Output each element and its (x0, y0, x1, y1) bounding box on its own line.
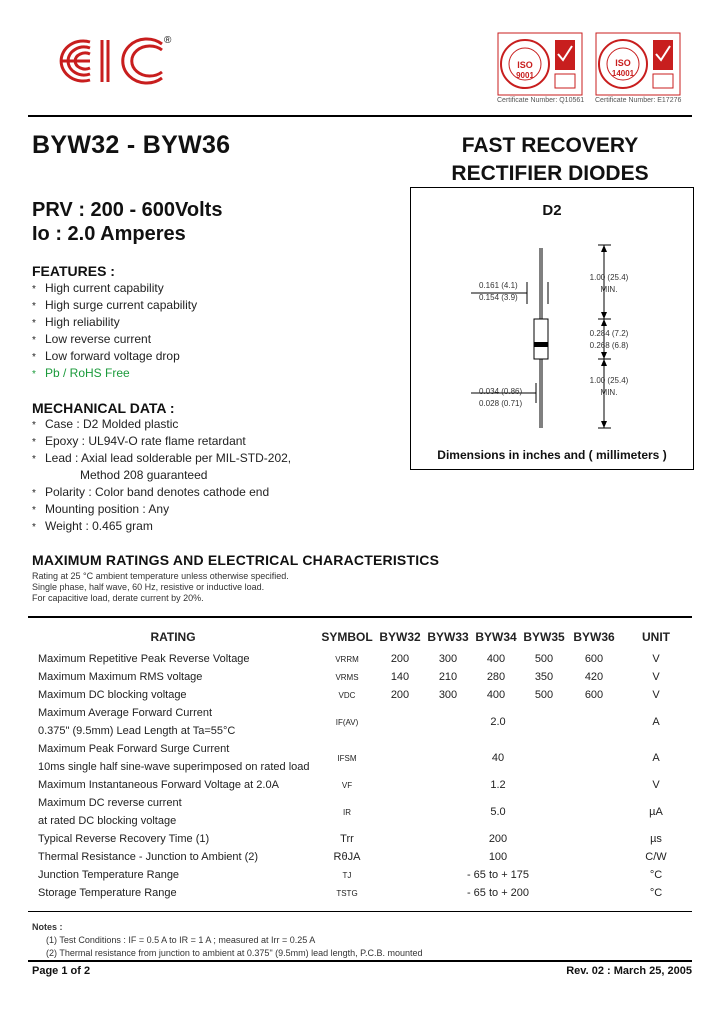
prv-line: PRV : 200 - 600Volts (32, 199, 223, 221)
dim-lead-len-top-min: MIN. (600, 285, 618, 294)
features-list (32, 280, 197, 382)
cert1-number: Certificate Number: Q10561 (497, 97, 585, 104)
note-1: (1) Test Conditions : IF = 0.5 A to IR = 1 A ; measured at Irr = 0.25 A (46, 935, 316, 945)
dim-body-dia-max: 0.161 (4.1) (479, 281, 518, 290)
product-title (430, 132, 670, 188)
col-unit: UNIT (642, 630, 670, 644)
notes-heading: Notes : (32, 922, 63, 932)
mechanical-list (32, 416, 291, 535)
list-item: * Low reverse current (32, 332, 152, 346)
col-rating: RATING (150, 630, 196, 644)
footnotes (32, 921, 423, 960)
list-item: * Lead : Axial lead solderable per MIL-STD-202, (32, 451, 292, 465)
list-item: * Epoxy : UL94V-O rate flame retardant (32, 434, 246, 448)
table-row: Typical Reverse Recovery Time (1) Trr 200 µs (38, 833, 662, 845)
dim-lead-dia-min: 0.028 (0.71) (479, 399, 523, 408)
footer-rule (28, 960, 692, 962)
table-row: Storage Temperature Range TSTG - 65 to + 200 °C (38, 887, 663, 899)
svg-text:9001: 9001 (516, 71, 534, 80)
dim-lead-dia-max: 0.034 (0.86) (479, 387, 523, 396)
registered-mark: ® (164, 35, 172, 46)
list-item: * High reliability (32, 315, 120, 329)
col-byw36: BYW36 (573, 630, 615, 644)
list-item: * Low forward voltage drop (32, 349, 180, 363)
table-row: Maximum DC blocking voltage VDC 200 300 400 500 600 V (38, 689, 660, 701)
revision-date: Rev. 02 : March 25, 2005 (566, 965, 692, 977)
dim-lead-len-bot: 1.00 (25.4) (589, 376, 629, 385)
part-range-title: BYW32 - BYW36 (32, 131, 231, 159)
ratings-conditions: Rating at 25 °C ambient temperature unless otherwise specified. Single phase, half wave, 60 Hz, resistive or inductive load. For capacitive load, derate current by 20%. (32, 571, 289, 603)
table-header-row (28, 624, 692, 650)
ratings-table (28, 624, 692, 902)
col-byw32: BYW32 (379, 630, 421, 644)
list-item: * Mounting position : Any (32, 502, 170, 516)
dimension-caption: Dimensions in inches and ( millimeters ) (437, 448, 667, 462)
eic-logo (50, 32, 180, 90)
list-item: * Weight : 0.465 gram (32, 519, 153, 533)
col-symbol: SYMBOL (321, 630, 373, 644)
list-item: * Polarity : Color band denotes cathode end (32, 485, 270, 499)
dim-body-len-min: 0.268 (6.8) (589, 341, 629, 350)
ratings-summary (32, 198, 222, 246)
diode-outline-drawing (411, 188, 693, 469)
dim-lead-len-bot-min: MIN. (600, 388, 618, 397)
table-row: Maximum Average Forward Current 0.375" (9.5mm) Lead Length at Ta=55°C IF(AV) 2.0 A (38, 707, 660, 737)
svg-text:14001: 14001 (611, 69, 635, 78)
features-heading: FEATURES : (32, 263, 115, 279)
table-bottom-rule (28, 911, 692, 912)
list-item: Method 208 guaranteed (80, 468, 208, 482)
cert2-number: Certificate Number: E17276 (595, 97, 682, 104)
product-title-line2: RECTIFIER DIODES (451, 162, 649, 185)
svg-text:ISO: ISO (615, 58, 631, 68)
svg-text:ISO: ISO (517, 60, 533, 70)
mechanical-heading: MECHANICAL DATA : (32, 400, 175, 416)
dim-body-len-max: 0.284 (7.2) (589, 329, 629, 338)
table-row: Maximum Repetitive Peak Reverse Voltage VRRM 200 300 400 500 600 V (38, 653, 660, 665)
dim-body-dia-min: 0.154 (3.9) (479, 293, 518, 302)
table-row: Maximum Peak Forward Surge Current 10ms single half sine-wave superimposed on rated load IFSM 40 A (38, 743, 660, 773)
list-item: * High current capability (32, 281, 164, 295)
col-byw33: BYW33 (427, 630, 469, 644)
table-row: Maximum Maximum RMS voltage VRMS 140 210 280 350 420 V (38, 671, 660, 683)
note-2: (2) Thermal resistance from junction to ambient at 0.375" (9.5mm) lead length, P.C.B. mounted (46, 948, 423, 958)
list-item: * High surge current capability (32, 298, 198, 312)
col-byw35: BYW35 (523, 630, 565, 644)
table-row: Maximum Instantaneous Forward Voltage at 2.0A VF 1.2 V (38, 779, 660, 791)
package-diagram (410, 187, 694, 470)
table-row: Thermal Resistance - Junction to Ambient (2) RθJA 100 C/W (38, 851, 667, 863)
package-name: D2 (542, 202, 562, 219)
page-number: Page 1 of 2 (32, 965, 91, 977)
io-line: Io : 2.0 Amperes (32, 223, 186, 245)
table-top-rule (28, 616, 692, 618)
table-row: Maximum DC reverse current at rated DC blocking voltage IR 5.0 µA (38, 797, 663, 827)
list-item: * Case : D2 Molded plastic (32, 417, 179, 431)
max-ratings-heading: MAXIMUM RATINGS AND ELECTRICAL CHARACTERISTICS (32, 552, 440, 568)
col-byw34: BYW34 (475, 630, 517, 644)
header-rule (28, 115, 692, 117)
table-row: Junction Temperature Range TJ - 65 to + 175 °C (38, 869, 663, 881)
dim-lead-len-top: 1.00 (25.4) (589, 273, 629, 282)
rohs-item: * Pb / RoHS Free (32, 366, 130, 380)
product-title-line1: FAST RECOVERY (461, 134, 639, 157)
